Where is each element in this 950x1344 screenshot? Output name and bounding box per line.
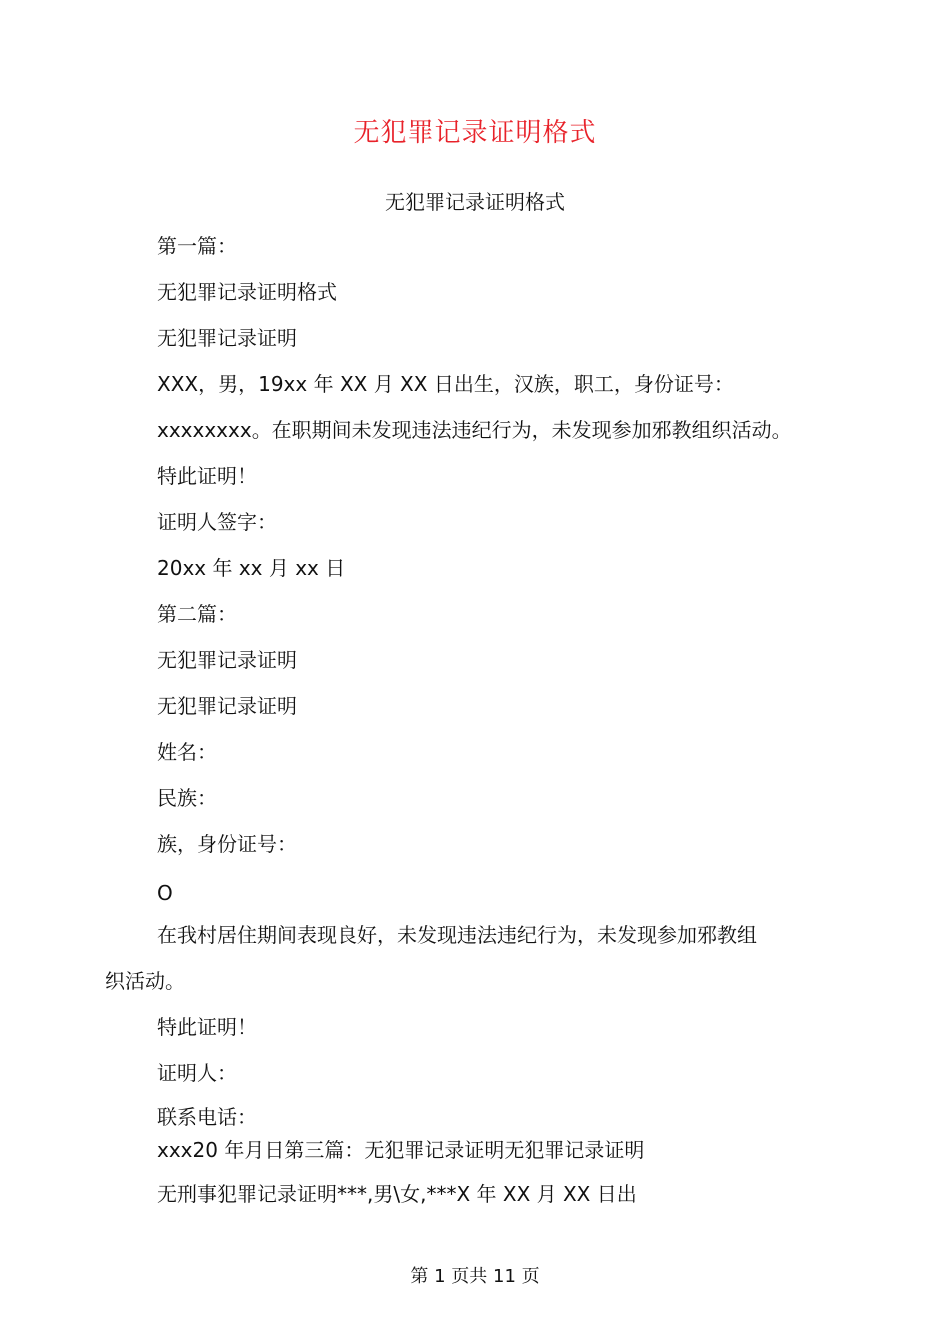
paragraph-line: XXX，男，19xx 年 XX 月 XX 日出生，汉族，职工，身份证号： (157, 372, 734, 396)
paragraph-line: 特此证明！ (157, 464, 257, 488)
paragraph-line: 无犯罪记录证明 (157, 694, 297, 718)
section-heading-2: 第二篇： (157, 602, 237, 626)
document-subtitle: 无犯罪记录证明格式 (385, 190, 565, 214)
paragraph-line: 民族： (157, 786, 217, 810)
page-footer: 第 1 页共 11 页 (410, 1266, 540, 1287)
paragraph-line: 姓名： (157, 740, 217, 764)
paragraph-line: O (157, 881, 173, 905)
section-heading-1: 第一篇： (157, 234, 237, 258)
paragraph-line: 证明人签字： (157, 510, 277, 534)
paragraph-line: 无刑事犯罪记录证明***,男\女,***X 年 XX 月 XX 日出 (157, 1182, 637, 1206)
paragraph-line: 联系电话： (157, 1105, 257, 1129)
paragraph-line: 无犯罪记录证明格式 (157, 280, 337, 304)
paragraph-line: 族，身份证号： (157, 832, 297, 856)
document-title: 无犯罪记录证明格式 (353, 118, 597, 148)
paragraph-line-continued: 织活动。 (105, 969, 185, 993)
paragraph-line: xxxxxxxx。在职期间未发现违法违纪行为，未发现参加邪教组织活动。 (157, 418, 792, 442)
paragraph-line: 20xx 年 xx 月 xx 日 (157, 556, 346, 580)
paragraph-line: 在我村居住期间表现良好，未发现违法违纪行为，未发现参加邪教组 (157, 923, 757, 947)
paragraph-line: xxx20 年月日第三篇：无犯罪记录证明无犯罪记录证明 (157, 1138, 645, 1162)
paragraph-line: 无犯罪记录证明 (157, 648, 297, 672)
paragraph-line: 证明人： (157, 1061, 237, 1085)
paragraph-line: 无犯罪记录证明 (157, 326, 297, 350)
paragraph-line: 特此证明！ (157, 1015, 257, 1039)
